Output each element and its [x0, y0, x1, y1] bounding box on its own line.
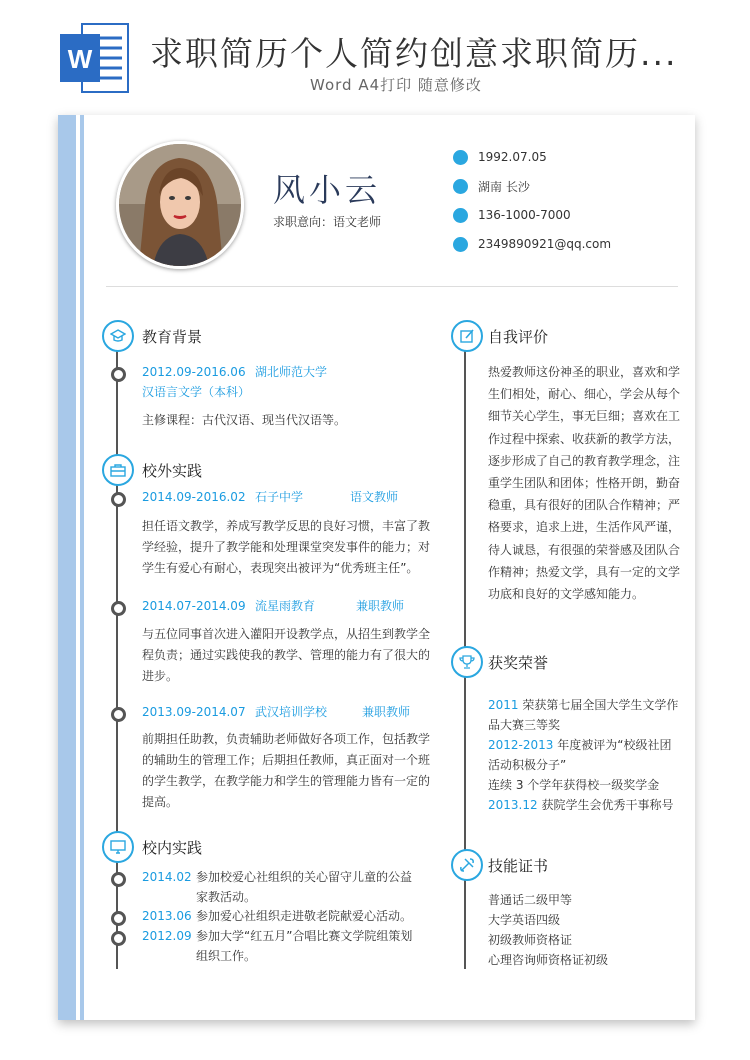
document-header	[0, 0, 750, 104]
timeline-dot	[111, 872, 126, 887]
timeline-dot	[111, 601, 126, 616]
timeline-dot	[111, 707, 126, 722]
inside-date: 2012.09	[142, 929, 192, 943]
inside-title: 校内实践	[142, 839, 203, 857]
job-intent: 求职意向：语文老师	[273, 215, 382, 229]
phone-text: 136-1000-7000	[478, 208, 571, 222]
briefcase-icon	[102, 454, 134, 486]
location-row	[453, 176, 530, 196]
outside-period: 2013.09-2014.07	[142, 705, 246, 719]
education-courses: 主修课程：古代汉语、现当代汉语等。	[142, 413, 347, 427]
left-stripe-thin	[80, 115, 84, 1020]
outside-org: 石子中学	[255, 490, 304, 504]
mail-icon	[453, 237, 468, 252]
monitor-icon	[102, 831, 134, 863]
candidate-name: 风小云	[273, 171, 382, 209]
outside-desc: 与五位同事首次进入灌阳开设教学点，从招生到教学全 程负责；通过实践使我的教学、管理的能力有了很大的 进步。	[142, 627, 431, 683]
awards-list: 2011 荣获第七届全国大学生文学作 品大赛三等奖 2012-2013 年度被评为“校级社团 活动积极分子” 连续 3 个学年获得校一级奖学金 2013.12 获院学生会优秀干事称号	[488, 698, 679, 812]
education-title: 教育背景	[142, 328, 203, 346]
location-text: 湖南 长沙	[478, 179, 530, 194]
phone-icon	[453, 208, 468, 223]
outside-desc: 担任语文教学，养成写教学反思的良好习惯，丰富了教 学经验，提升了教学能和处理课堂突发事件的能力；对 学生有爱心有耐心，表现突出被评为“优秀班主任”。	[142, 519, 431, 575]
outside-org: 武汉培训学校	[255, 705, 328, 719]
word-icon-letter: W	[67, 44, 93, 74]
document-subtitle: Word A4打印 随意修改	[310, 76, 482, 94]
outside-period: 2014.07-2014.09	[142, 599, 246, 613]
outside-role: 兼职教师	[356, 599, 405, 613]
outside-role: 兼职教师	[362, 705, 411, 719]
inside-date: 2014.02	[142, 870, 192, 884]
inside-desc: 参加大学“红五月”合唱比赛文学院组策划 组织工作。	[196, 929, 413, 963]
phone-row	[453, 205, 571, 225]
outside-title: 校外实践	[142, 462, 203, 480]
education-school: 湖北师范大学	[255, 365, 328, 379]
inside-desc: 参加校爱心社组织的关心留守儿童的公益 家教活动。	[196, 870, 413, 904]
location-icon	[453, 179, 468, 194]
edit-icon	[451, 320, 483, 352]
email-text: 2349890921@qq.com	[478, 237, 612, 251]
birth-row	[453, 147, 547, 167]
resume-page	[58, 115, 695, 1020]
birth-date: 1992.07.05	[478, 150, 547, 164]
outside-org: 流星雨教育	[255, 599, 316, 613]
self-eval-text: 热爱教师这份神圣的职业，喜欢和学 生们相处，耐心、细心，学会从每个 细节关心学生，事无巨细；喜欢在工 作过程中探索、收获新的教学方法， 逐步形成了自己的教育教学理念，注 重学生团队和团体；性格开朗，勤奋 稳重，具有很好的团队合作精神；严 格要求，追求上进，生活作风严谨， 待人诚恳，有很强的荣誉感及团队合 作精神；热爱文学，具有一定的文学 功底和良好的文学感知能力。	[488, 365, 681, 602]
education-period: 2012.09-2016.06	[142, 365, 246, 379]
timeline-dot	[111, 931, 126, 946]
certs-list: 普通话二级甲等 大学英语四级 初级教师资格证 心理咨询师资格证初级	[488, 893, 609, 967]
timeline-dot	[111, 492, 126, 507]
graduation-cap-icon	[102, 320, 134, 352]
awards-title: 获奖荣誉	[488, 654, 549, 672]
header-divider	[106, 286, 678, 287]
inside-date: 2013.06	[142, 909, 192, 923]
trophy-icon	[451, 646, 483, 678]
outside-period: 2014.09-2016.02	[142, 490, 246, 504]
outside-role: 语文教师	[350, 490, 399, 504]
timeline-dot	[111, 367, 126, 382]
left-stripe	[58, 115, 76, 1020]
education-major: 汉语言文学（本科）	[142, 385, 251, 399]
timeline-dot	[111, 911, 126, 926]
certs-title: 技能证书	[488, 857, 549, 875]
self-eval-title: 自我评价	[488, 328, 549, 346]
email-row	[453, 234, 611, 254]
inside-desc: 参加爱心社组织走进敬老院献爱心活动。	[196, 909, 413, 923]
person-icon	[453, 150, 468, 165]
tools-icon	[451, 849, 483, 881]
outside-desc: 前期担任助教，负责辅助老师做好各项工作，包括教学 的辅助生的管理工作；后期担任教师，真正面对一个班 的学生教学，在教学能力和学生的管理能力皆有一定的 提高。	[142, 732, 431, 809]
avatar	[116, 141, 244, 269]
word-icon	[58, 22, 130, 94]
document-title: 求职简历个人简约创意求职简历...	[150, 34, 678, 73]
